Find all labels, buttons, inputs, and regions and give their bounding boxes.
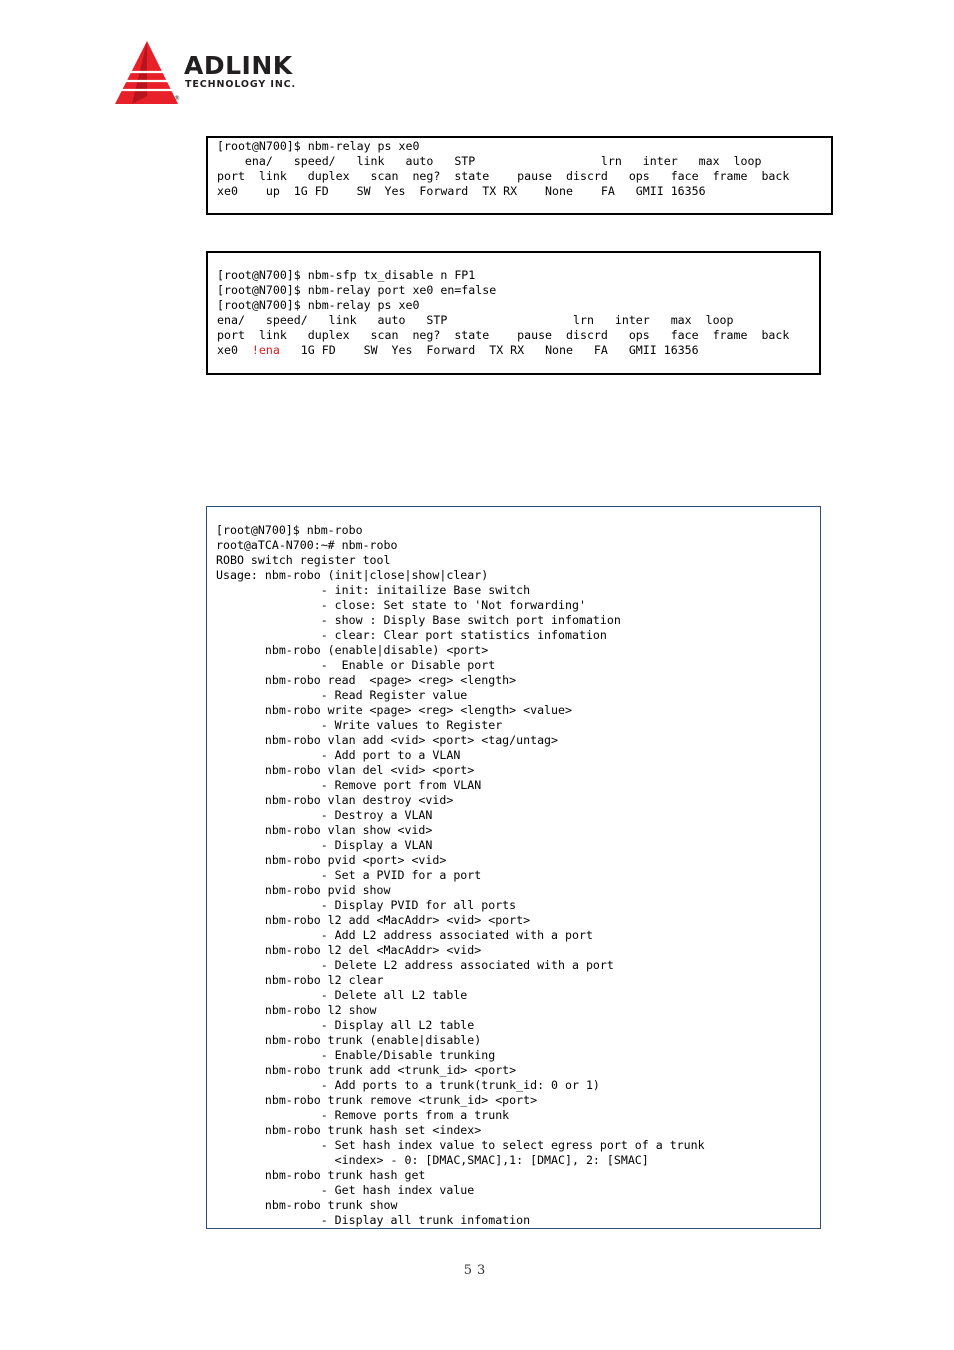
- port-status-rest: 1G FD SW Yes Forward TX RX None FA GMII 16356: [279, 343, 699, 357]
- terminal-line: - clear: Clear port statistics infomation: [320, 628, 607, 642]
- terminal-line: - Delete all L2 table: [320, 988, 468, 1002]
- terminal-output: [216, 523, 820, 1228]
- link-status-highlight: !ena: [251, 343, 280, 357]
- terminal-line: - Set a PVID for a port: [320, 868, 482, 882]
- terminal-line: - Display PVID for all ports: [320, 898, 517, 912]
- terminal-line: - Display all trunk infomation: [216, 1213, 531, 1227]
- terminal-line: - close: Set state to 'Not forwarding': [320, 598, 586, 612]
- terminal-line: - Display all L2 table: [320, 1018, 475, 1032]
- terminal-line: - Set hash index value to select egress port of a trunk: [320, 1138, 705, 1152]
- terminal-line: - Destroy a VLAN: [320, 808, 433, 822]
- terminal-box-tx-disable: [206, 251, 821, 375]
- terminal-line: [root@N700]$ nbm-relay port xe0 en=false: [217, 283, 497, 297]
- terminal-line: [217, 343, 699, 357]
- terminal-line: nbm-robo l2 add <MacAddr> <vid> <port>: [264, 913, 531, 927]
- terminal-output: [217, 139, 831, 199]
- terminal-line: - Remove port from VLAN: [320, 778, 482, 792]
- terminal-line: ROBO switch register tool: [216, 553, 391, 567]
- terminal-line: port link duplex scan neg? state pause discrd ops face frame back: [217, 328, 790, 342]
- terminal-line: xe0 up 1G FD SW Yes Forward TX RX None FA GMII 16356: [217, 184, 706, 198]
- terminal-line: nbm-robo l2 show: [264, 1003, 377, 1017]
- terminal-box-relay-ps: [206, 136, 833, 215]
- terminal-line: nbm-robo trunk hash set <index>: [264, 1123, 482, 1137]
- terminal-line: - Delete L2 address associated with a port: [320, 958, 614, 972]
- logo-registered-mark: ®: [174, 95, 180, 102]
- terminal-line: - Add ports to a trunk(trunk_id: 0 or 1): [320, 1078, 600, 1092]
- terminal-line: nbm-robo (enable|disable) <port>: [264, 643, 489, 657]
- terminal-line: nbm-robo trunk add <trunk_id> <port>: [264, 1063, 517, 1077]
- terminal-output: [217, 268, 819, 358]
- terminal-line: <index> - 0: [DMAC,SMAC],1: [DMAC], 2: [SMAC]: [334, 1153, 649, 1167]
- terminal-line: [root@N700]$ nbm-sfp tx_disable n FP1: [217, 268, 476, 282]
- terminal-line: nbm-robo trunk hash get: [264, 1168, 426, 1182]
- terminal-line: ena/ speed/ link auto STP lrn inter max loop: [244, 154, 762, 168]
- terminal-line: nbm-robo read <page> <reg> <length>: [264, 673, 517, 687]
- terminal-line: [root@N700]$ nbm-relay ps xe0: [217, 139, 420, 153]
- terminal-line: nbm-robo write <page> <reg> <length> <value>: [264, 703, 572, 717]
- terminal-line: ena/ speed/ link auto STP lrn inter max loop: [217, 313, 734, 327]
- terminal-line: nbm-robo vlan show <vid>: [264, 823, 433, 837]
- terminal-line: - Remove ports from a trunk: [320, 1108, 510, 1122]
- terminal-line: - show : Disply Base switch port infomation: [320, 613, 621, 627]
- terminal-line: - Enable or Disable port: [320, 658, 496, 672]
- terminal-line: nbm-robo l2 clear: [264, 973, 384, 987]
- terminal-line: [root@N700]$ nbm-relay ps xe0: [217, 298, 420, 312]
- terminal-line: - Add port to a VLAN: [320, 748, 461, 762]
- terminal-box-robo-usage: [206, 506, 821, 1229]
- terminal-line: nbm-robo vlan del <vid> <port>: [264, 763, 475, 777]
- terminal-line: - Get hash index value: [320, 1183, 475, 1197]
- terminal-line: - init: initailize Base switch: [320, 583, 531, 597]
- adlink-logo: [112, 38, 327, 108]
- terminal-line: nbm-robo trunk show: [264, 1198, 398, 1212]
- terminal-line: port link duplex scan neg? state pause discrd ops face frame back: [217, 169, 790, 183]
- terminal-line: - Display a VLAN: [320, 838, 433, 852]
- port-name: xe0: [217, 343, 252, 357]
- terminal-line: [root@N700]$ nbm-robo: [216, 523, 363, 537]
- terminal-line: nbm-robo pvid show: [264, 883, 391, 897]
- terminal-line: - Write values to Register: [320, 718, 503, 732]
- page-number: 53: [463, 1263, 491, 1278]
- terminal-line: Usage: nbm-robo (init|close|show|clear): [216, 568, 489, 582]
- terminal-line: nbm-robo trunk (enable|disable): [264, 1033, 482, 1047]
- terminal-line: - Read Register value: [320, 688, 468, 702]
- logo-subtext: TECHNOLOGY INC.: [185, 79, 297, 90]
- terminal-line: nbm-robo pvid <port> <vid>: [264, 853, 447, 867]
- logo-wordmark: ADLINK: [184, 51, 293, 80]
- terminal-line: - Enable/Disable trunking: [320, 1048, 496, 1062]
- terminal-line: - Add L2 address associated with a port: [320, 928, 593, 942]
- terminal-line: root@aTCA-N700:~# nbm-robo: [216, 538, 398, 552]
- terminal-line: nbm-robo l2 del <MacAddr> <vid>: [264, 943, 482, 957]
- terminal-line: nbm-robo vlan add <vid> <port> <tag/untag>: [264, 733, 559, 747]
- terminal-line: nbm-robo vlan destroy <vid>: [264, 793, 454, 807]
- terminal-line: nbm-robo trunk remove <trunk_id> <port>: [264, 1093, 538, 1107]
